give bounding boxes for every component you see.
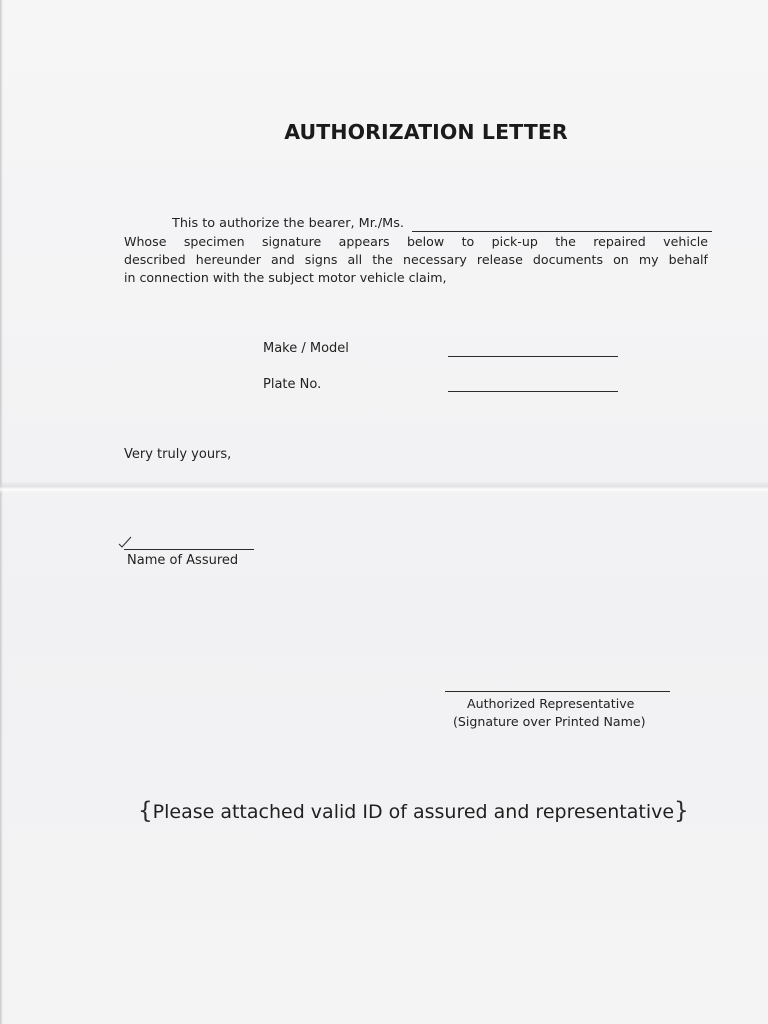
left-brace: {	[138, 798, 153, 824]
make-model-blank[interactable]	[448, 356, 618, 357]
page-edge-shadow	[0, 0, 3, 1024]
attachment-note	[138, 798, 689, 824]
body-line: Whose specimen signature appears below to pick-up the repaired vehicle	[124, 234, 708, 249]
representative-subtitle: (Signature over Printed Name)	[453, 714, 646, 729]
body-paragraph	[124, 233, 708, 287]
assured-label: Name of Assured	[127, 553, 239, 568]
body-line: described hereunder and signs all the necessary release documents on my behalf	[124, 252, 708, 267]
plate-no-label: Plate No.	[263, 377, 322, 392]
closing-text: Very truly yours,	[124, 447, 232, 462]
checkmark-icon	[118, 536, 132, 548]
assured-signature-blank[interactable]	[124, 549, 254, 550]
paper-fold-crease	[0, 481, 768, 493]
plate-no-blank[interactable]	[448, 391, 618, 392]
attachment-note-text: Please attached valid ID of assured and representative	[152, 801, 675, 823]
representative-signature-blank[interactable]	[445, 691, 670, 692]
make-model-label: Make / Model	[263, 341, 349, 356]
body-line: in connection with the subject motor vehicle claim,	[124, 270, 447, 285]
bearer-name-blank[interactable]	[412, 231, 712, 232]
right-brace: }	[674, 798, 689, 824]
intro-text: This to authorize the bearer, Mr./Ms.	[172, 216, 404, 231]
representative-title: Authorized Representative	[467, 696, 635, 711]
document-title: AUTHORIZATION LETTER	[284, 120, 568, 144]
